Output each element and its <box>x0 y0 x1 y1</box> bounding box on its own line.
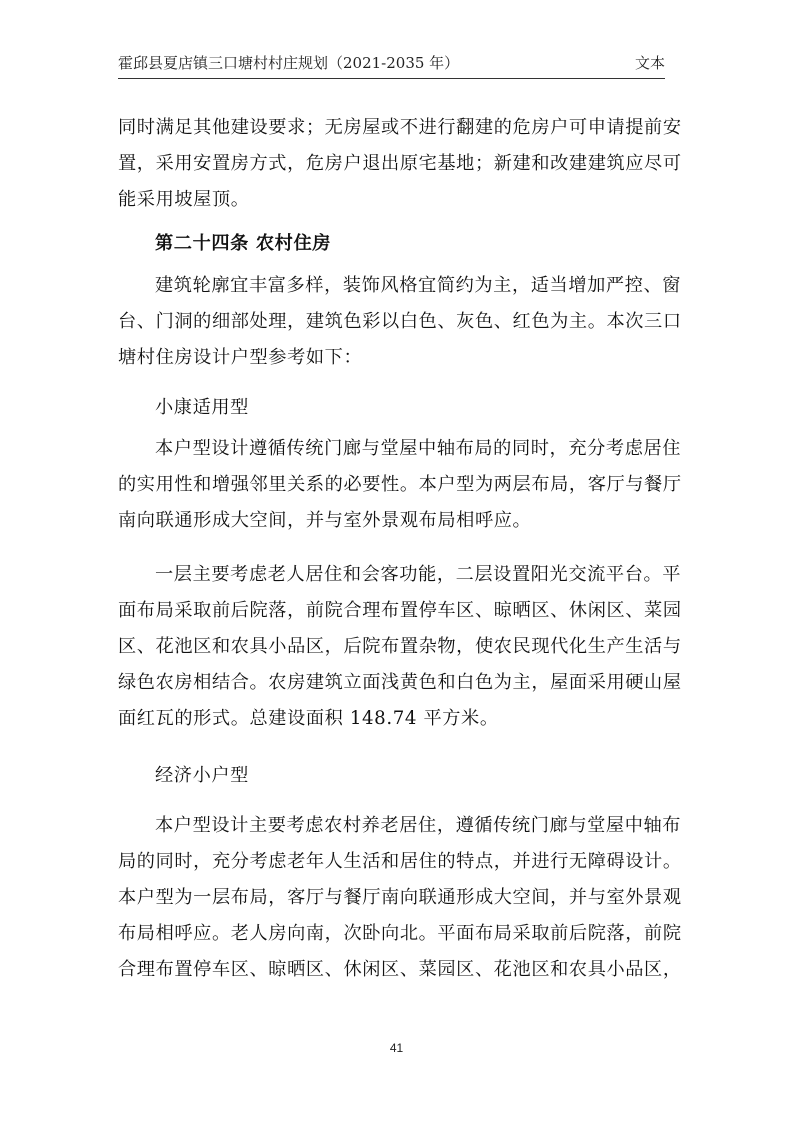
page-number: 41 <box>389 1041 404 1055</box>
body-text-line: 能采用坡屋顶。 <box>118 189 250 210</box>
body-text-line: 同时满足其他建设要求；无房屋或不进行翻建的危房户可申请提前安 <box>118 117 682 138</box>
body-text-line: 的实用性和增强邻里关系的必要性。本户型为两层布局，客厅与餐厅 <box>118 474 682 495</box>
document-title: 霍邱县夏店镇三口塘村村庄规划（2021-2035 年） <box>118 54 460 72</box>
body-text-line: 布局相呼应。老人房向南，次卧向北。平面布局采取前后院落，前院 <box>118 923 682 944</box>
section-label: 文本 <box>634 54 665 72</box>
body-text-line: 塘村住房设计户型参考如下： <box>118 347 363 368</box>
body-text-line: 置，采用安置房方式，危房户退出原宅基地；新建和改建建筑应尽可 <box>118 153 682 174</box>
body-text-line: 本户型设计遵循传统门廊与堂屋中轴布局的同时，充分考虑居住 <box>155 438 682 459</box>
running-header <box>118 52 665 76</box>
body-text-line: 面布局采取前后院落，前院合理布置停车区、晾晒区、休闲区、菜园 <box>118 600 682 621</box>
body-text-line: 局的同时，充分考虑老年人生活和居住的特点，并进行无障碍设计。 <box>118 851 682 872</box>
header-divider <box>118 78 665 79</box>
body-text-line: 建筑轮廓宜丰富多样，装饰风格宜简约为主，适当增加严控、窗 <box>155 275 682 296</box>
body-text-line: 合理布置停车区、晾晒区、休闲区、菜园区、花池区和农具小品区， <box>118 959 682 980</box>
body-text-line: 面红瓦的形式。总建设面积 148.74 平方米。 <box>118 708 499 729</box>
body-text-line: 南向联通形成大空间，并与室外景观布局相呼应。 <box>118 510 532 531</box>
body-text-line: 区、花池区和农具小品区，后院布置杂物，使农民现代化生产生活与 <box>118 636 682 657</box>
body-text-line: 本户型为一层布局，客厅与餐厅南向联通形成大空间，并与室外景观 <box>118 887 682 908</box>
body-text-line: 绿色农房相结合。农房建筑立面浅黄色和白色为主，屋面采用硬山屋 <box>118 672 682 693</box>
body-text-line: 本户型设计主要考虑农村养老居住，遵循传统门廊与堂屋中轴布 <box>155 815 682 836</box>
body-text-line: 台、门洞的细部处理，建筑色彩以白色、灰色、红色为主。本次三口 <box>118 311 682 332</box>
subsection-label: 小康适用型 <box>155 397 249 418</box>
subsection-label: 经济小户型 <box>155 765 249 786</box>
article-heading: 第二十四条 农村住房 <box>155 233 332 254</box>
body-text-line: 一层主要考虑老人居住和会客功能，二层设置阳光交流平台。平 <box>155 564 682 585</box>
